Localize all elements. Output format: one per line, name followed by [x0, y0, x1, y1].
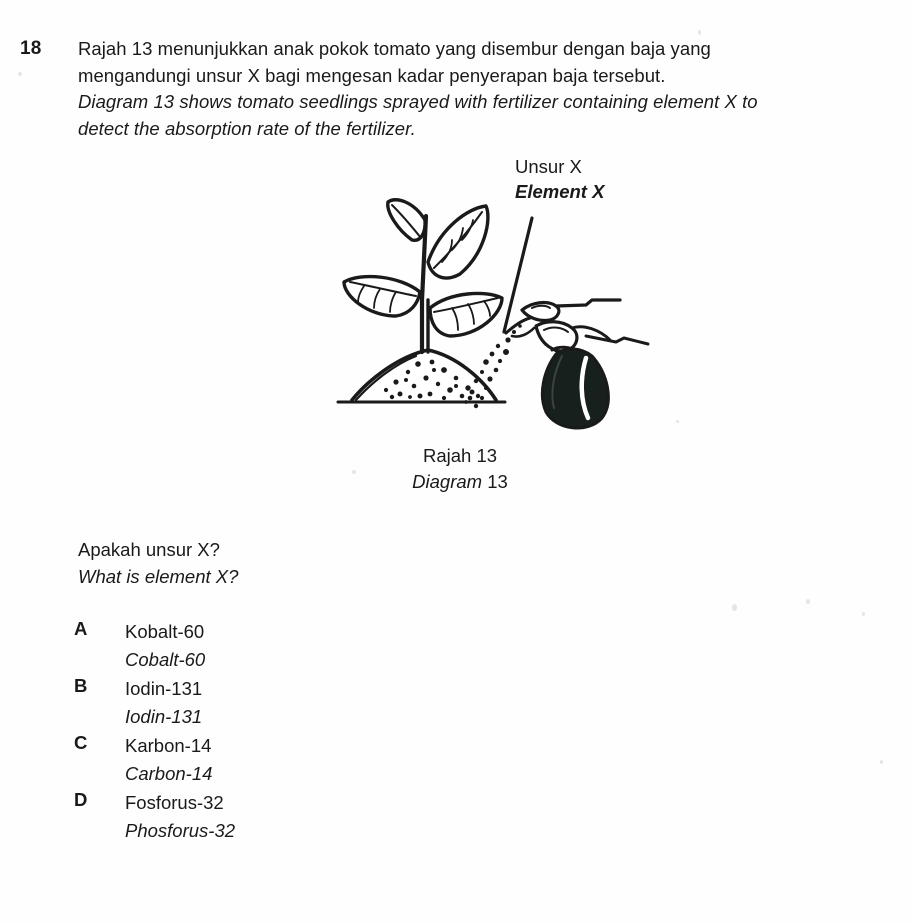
option-letter: A [74, 618, 88, 639]
answer-option-c[interactable] [74, 732, 494, 789]
option-text-malay: Karbon-14 [125, 735, 212, 756]
scan-speck [698, 30, 701, 35]
question-number: 18 [20, 38, 42, 59]
seedling-spray-illustration [300, 150, 700, 450]
option-text [125, 789, 235, 845]
answer-option-d[interactable] [74, 789, 494, 846]
question-stem-malay: Rajah 13 menunjukkan anak pokok tomato yang disembur dengan baja yang mengandungi unsur X bagi mengesan kadar penyerapan baja tersebut. [78, 38, 711, 86]
element-x-label [515, 154, 604, 204]
scan-speck [862, 612, 865, 616]
option-letter: C [74, 732, 88, 753]
scan-speck [352, 470, 356, 474]
option-letter: B [74, 675, 88, 696]
figure-caption-english: Diagram 13 [412, 471, 508, 492]
option-text-english: Phosforus-32 [125, 820, 236, 841]
element-x-label-english: Element X [515, 181, 605, 202]
option-text-malay: Kobalt-60 [125, 621, 205, 642]
question-prompt [78, 537, 238, 590]
option-text [125, 732, 212, 788]
answer-option-a[interactable] [74, 618, 494, 675]
scan-speck [806, 599, 810, 604]
figure-caption-malay: Rajah 13 [422, 445, 498, 466]
option-text-malay: Fosforus-32 [125, 792, 224, 813]
answer-options [74, 618, 494, 846]
option-text-english: Cobalt-60 [125, 649, 206, 670]
scan-speck [676, 420, 679, 423]
option-text-malay: Iodin-131 [125, 678, 203, 699]
element-x-label-malay: Unsur X [515, 156, 582, 177]
scan-speck [18, 72, 22, 76]
scan-speck [732, 604, 737, 611]
answer-option-b[interactable] [74, 675, 494, 732]
question-stem [78, 36, 768, 142]
option-text-english: Iodin-131 [125, 706, 203, 727]
scan-speck [880, 760, 883, 764]
option-text [125, 618, 205, 674]
option-letter: D [74, 789, 88, 810]
figure-caption [330, 443, 590, 495]
option-text [125, 675, 202, 731]
option-text-english: Carbon-14 [125, 763, 213, 784]
question-prompt-english: What is element X? [78, 565, 239, 587]
diagram-13 [300, 150, 700, 450]
question-prompt-malay: Apakah unsur X? [78, 539, 220, 560]
question-stem-english: Diagram 13 shows tomato seedlings sprayed with fertilizer containing element X to detect the absorption rate of the fertilizer. [78, 91, 758, 139]
